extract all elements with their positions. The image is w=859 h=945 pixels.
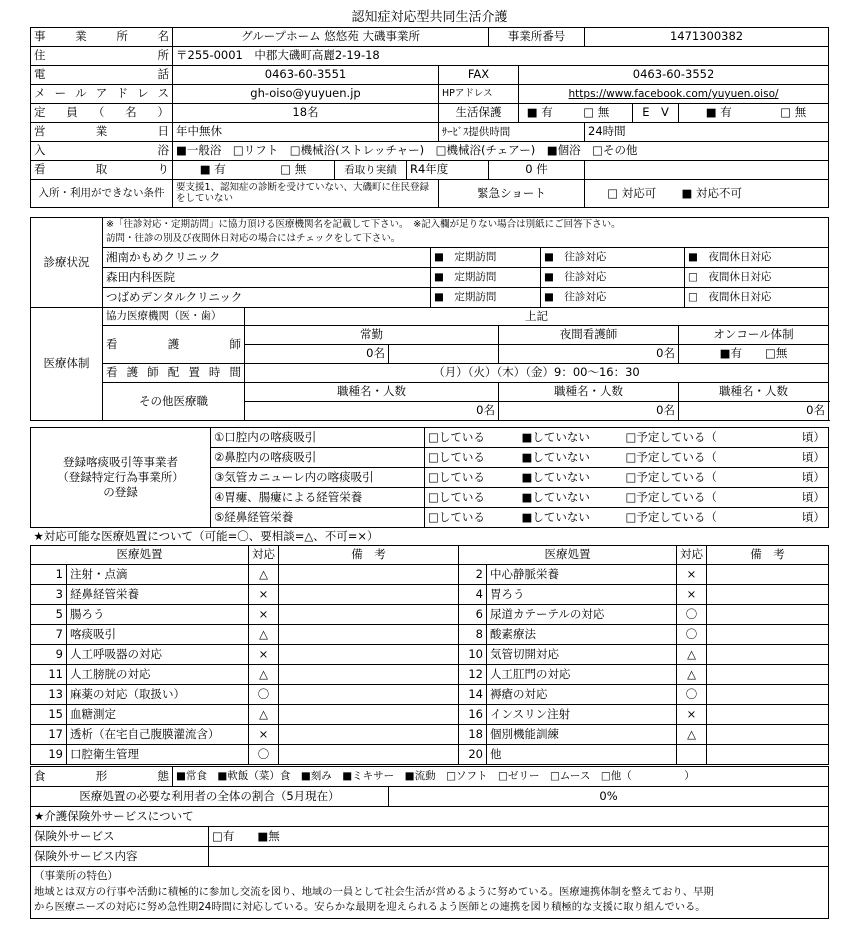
outside-content — [209, 847, 829, 867]
capacity: 18名 — [173, 104, 439, 123]
mitori-count: 0 件 — [489, 161, 585, 180]
col-taiou-left: 対応 — [249, 546, 279, 565]
ev-no: □ 無 — [759, 104, 829, 123]
proc-name: 人工呼吸器の対応 — [67, 645, 249, 665]
proc-mark — [677, 745, 707, 765]
proc-bikou — [279, 665, 459, 685]
proc-name: 個別機能訓練 — [487, 725, 677, 745]
hp-label: HPアドレス — [439, 85, 519, 104]
suction-not: ■していない — [519, 428, 623, 448]
welfare-yes: ■ 有 — [519, 104, 561, 123]
tel-label: 電 話 — [31, 66, 173, 85]
table-row — [31, 288, 829, 308]
proc-bikou — [279, 585, 459, 605]
mail-label: メールアドレス — [31, 85, 173, 104]
basic-info-table — [30, 27, 829, 208]
outside-service-label: 保険外サービス — [31, 827, 209, 847]
features-text-2: から医療ニーズの対応に努め急性期24時間に対応している。安らかな最期を迎えられるよう医師との連携を図り積極的な支援に取り組んでいる。 — [34, 901, 706, 914]
nurse-time: （月）（火）（木）（金）9：00～16：30 — [245, 364, 829, 383]
proc-name: 人工肛門の対応 — [487, 665, 677, 685]
suction-when: 頃） — [773, 468, 829, 488]
suction-table — [30, 427, 829, 528]
proc-mark: △ — [249, 705, 279, 725]
proc-no: 17 — [31, 725, 67, 745]
clinic-name: つばめデンタルクリニック — [103, 288, 431, 308]
suction-item: ④胃瘻、腸瘻による経管栄養 — [211, 488, 425, 508]
proc-name: 人工膀胱の対応 — [67, 665, 249, 685]
proc-name: 血糖測定 — [67, 705, 249, 725]
table-row — [31, 745, 829, 765]
suction-when: 頃） — [773, 508, 829, 528]
proc-bikou — [279, 565, 459, 585]
outside-heading: ★介護保険外サービスについて — [31, 807, 829, 827]
clinic-note1: ※「往診対応・定期訪問」に協力頂ける医療機関名を記載して下さい。 ※記入欄が足りない場合は別紙にご回答下さい。 — [103, 218, 829, 233]
service-time: 24時間 — [585, 123, 829, 142]
table-row — [31, 585, 829, 605]
meal-label: 食 形 態 — [31, 767, 173, 787]
proc-no: 15 — [31, 705, 67, 725]
yakan-nurse-label: 夜間看護師 — [499, 326, 679, 345]
oncall-no: □無 — [765, 346, 788, 361]
proc-bikou — [279, 645, 459, 665]
proc-mark: × — [249, 725, 279, 745]
proc-mark: △ — [677, 725, 707, 745]
business-day: 年中無休 — [173, 123, 439, 142]
mitori-year: R4年度 — [407, 161, 489, 180]
proc-name: 尿道カテーテルの対応 — [487, 605, 677, 625]
suction-plan: □予定している（ — [623, 468, 773, 488]
suction-not: ■していない — [519, 468, 623, 488]
mitori-label: 看 取 り — [31, 161, 173, 180]
proc-mark: × — [677, 585, 707, 605]
ratio-label: 医療処置の必要な利用者の全体の割合（5月現在） — [31, 787, 389, 807]
mitori-record-label: 看取り実績 — [335, 161, 407, 180]
table-row — [31, 268, 829, 288]
proc-no: 6 — [459, 605, 487, 625]
mail: gh-oiso@yuyuen.jp — [173, 85, 439, 104]
fax-label: FAX — [439, 66, 519, 85]
proc-bikou — [279, 705, 459, 725]
proc-mark: 〇 — [677, 605, 707, 625]
address: 〒255-0001 中郡大磯町高麗2-19-18 — [173, 47, 829, 66]
proc-bikou — [279, 605, 459, 625]
proc-no: 14 — [459, 685, 487, 705]
proc-mark: 〇 — [677, 685, 707, 705]
business-day-label: 営 業 日 — [31, 123, 173, 142]
suction-doing: □している — [425, 508, 519, 528]
clinic-note2: 訪問・往診の別及び夜間休日対応の場合にはチェックをして下さい。 — [103, 233, 829, 248]
suction-doing: □している — [425, 448, 519, 468]
proc-no: 11 — [31, 665, 67, 685]
clinic-oushin: ■ 往診対応 — [541, 288, 685, 308]
proc-no: 18 — [459, 725, 487, 745]
table-row — [31, 685, 829, 705]
procedures-heading: ★対応可能な医療処置について（可能=〇、要相談=△、不可=×） — [31, 528, 829, 546]
proc-no: 9 — [31, 645, 67, 665]
proc-bikou — [279, 725, 459, 745]
footer-table — [30, 766, 829, 919]
proc-name: 胃ろう — [487, 585, 677, 605]
table-row — [31, 645, 829, 665]
proc-mark: × — [677, 565, 707, 585]
proc-bikou — [707, 705, 829, 725]
outside-content-label: 保険外サービス内容 — [31, 847, 209, 867]
bath-options: ■一般浴 □リフト □機械浴(ストレッチャー) □機械浴(チェアー) ■個浴 □その他 — [173, 142, 829, 161]
suction-doing: □している — [425, 428, 519, 448]
table-row — [31, 705, 829, 725]
proc-no: 5 — [31, 605, 67, 625]
suction-item: ①口腔内の喀痰吸引 — [211, 428, 425, 448]
welfare-no: □ 無 — [561, 104, 633, 123]
proc-bikou — [707, 585, 829, 605]
suction-item: ②鼻腔内の喀痰吸引 — [211, 448, 425, 468]
proc-mark: × — [677, 705, 707, 725]
table-row — [31, 625, 829, 645]
coop-value: 上記 — [245, 308, 829, 326]
clinic-name: 湘南かもめクリニック — [103, 248, 431, 268]
table-row — [31, 725, 829, 745]
proc-no: 12 — [459, 665, 487, 685]
proc-bikou — [279, 685, 459, 705]
suction-item: ③気管カニューレ内の喀痰吸引 — [211, 468, 425, 488]
proc-mark: 〇 — [677, 625, 707, 645]
proc-no: 7 — [31, 625, 67, 645]
proc-no: 10 — [459, 645, 487, 665]
address-label: 住 所 — [31, 47, 173, 66]
meal-options: ■常食 ■軟飯（菜）食 ■刻み ■ミキサー ■流動 □ソフト □ゼリー □ムース □他（ ） — [173, 767, 829, 787]
table-row — [31, 565, 829, 585]
proc-no: 2 — [459, 565, 487, 585]
suction-not: ■していない — [519, 508, 623, 528]
proc-name: 麻薬の対応（取扱い） — [67, 685, 249, 705]
clinic-name: 森田内科医院 — [103, 268, 431, 288]
joukin-value: 0名 — [245, 345, 389, 364]
suction-doing: □している — [425, 488, 519, 508]
other-value-2: 0名 — [499, 402, 679, 421]
proc-mark: △ — [249, 665, 279, 685]
other-header-3: 職種名・人数 — [679, 383, 829, 402]
proc-bikou — [707, 745, 829, 765]
page-title: 認知症対応型共同生活介護 — [351, 10, 508, 25]
restriction-label: 入所・利用ができない条件 — [31, 180, 173, 208]
col-taiou-right: 対応 — [677, 546, 707, 565]
nurse-label: 看 護 師 — [103, 326, 245, 364]
features-label: （事業所の特色） — [34, 870, 118, 882]
proc-no: 8 — [459, 625, 487, 645]
proc-bikou — [279, 745, 459, 765]
proc-no: 1 — [31, 565, 67, 585]
table-row — [31, 248, 829, 268]
col-bikou-right: 備 考 — [707, 546, 829, 565]
office-name: グループホーム 悠悠苑 大磯事業所 — [173, 28, 489, 47]
short-label: 緊急ショート — [439, 180, 585, 208]
outside-service-no: ■無 — [257, 828, 280, 843]
clinic-teiki: ■ 定期訪問 — [431, 268, 541, 288]
table-row — [31, 428, 829, 448]
other-value-3: 0名 — [679, 402, 829, 421]
mitori-no: □ 無 — [253, 161, 335, 180]
suction-label-3: の登録 — [103, 484, 138, 499]
proc-bikou — [279, 625, 459, 645]
proc-name: 他 — [487, 745, 677, 765]
table-row — [31, 665, 829, 685]
mitori-yes: ■ 有 — [173, 161, 253, 180]
oncall-label: オンコール体制 — [679, 326, 829, 345]
proc-no: 13 — [31, 685, 67, 705]
other-label: その他医療職 — [103, 383, 245, 421]
ev-yes: ■ 有 — [679, 104, 759, 123]
capacity-label: 定 員 （ 名 ） — [31, 104, 173, 123]
joukin-label: 常勤 — [245, 326, 499, 345]
clinic-teiki: ■ 定期訪問 — [431, 248, 541, 268]
ratio-value: 0% — [389, 787, 829, 807]
col-bikou-left: 備 考 — [279, 546, 459, 565]
suction-when: 頃） — [773, 488, 829, 508]
office-no: 1471300382 — [585, 28, 829, 47]
tel: 0463-60-3551 — [173, 66, 439, 85]
office-no-label: 事業所番号 — [489, 28, 585, 47]
office-name-label: 事 業 所 名 — [31, 28, 173, 47]
proc-mark: × — [249, 645, 279, 665]
suction-when: 頃） — [773, 448, 829, 468]
col-proc-left: 医療処置 — [31, 546, 249, 565]
proc-bikou — [707, 725, 829, 745]
proc-name: 透析（在宅自己腹膜灌流含） — [67, 725, 249, 745]
proc-mark: × — [249, 605, 279, 625]
clinic-table — [30, 217, 829, 308]
proc-name: 経鼻経管栄養 — [67, 585, 249, 605]
proc-bikou — [707, 665, 829, 685]
coop-label: 協力医療機関（医・歯） — [103, 308, 245, 326]
proc-name: 気管切開対応 — [487, 645, 677, 665]
proc-no: 4 — [459, 585, 487, 605]
hp-link[interactable]: https://www.facebook.com/yuyuen.oiso/ — [568, 87, 779, 100]
proc-name: 腸ろう — [67, 605, 249, 625]
proc-no: 19 — [31, 745, 67, 765]
proc-no: 16 — [459, 705, 487, 725]
bath-label: 入 浴 — [31, 142, 173, 161]
proc-name: インスリン注射 — [487, 705, 677, 725]
clinic-oushin: ■ 往診対応 — [541, 248, 685, 268]
suction-plan: □予定している（ — [623, 448, 773, 468]
proc-no: 3 — [31, 585, 67, 605]
short-ng: ■ 対応不可 — [679, 180, 829, 208]
short-ok: □ 対応可 — [585, 180, 679, 208]
proc-mark: 〇 — [249, 685, 279, 705]
clinic-yakan: □ 夜間休日対応 — [685, 288, 829, 308]
suction-plan: □予定している（ — [623, 488, 773, 508]
medical-table — [30, 307, 829, 421]
proc-mark: △ — [249, 625, 279, 645]
clinic-label: 診療状況 — [31, 218, 103, 308]
suction-label-1: 登録喀痰吸引等事業者 — [63, 455, 178, 470]
proc-mark: 〇 — [249, 745, 279, 765]
proc-name: 注射・点滴 — [67, 565, 249, 585]
proc-name: 口腔衛生管理 — [67, 745, 249, 765]
service-time-label: ｻｰﾋﾞｽ提供時間 — [439, 123, 585, 142]
clinic-yakan: □ 夜間休日対応 — [685, 268, 829, 288]
proc-bikou — [707, 685, 829, 705]
suction-plan: □予定している（ — [623, 508, 773, 528]
proc-mark: △ — [677, 665, 707, 685]
suction-not: ■していない — [519, 448, 623, 468]
suction-item: ⑤経鼻経管栄養 — [211, 508, 425, 528]
restriction: 要支援1、認知症の診断を受けていない、大磯町に住民登録をしていない — [173, 180, 439, 208]
clinic-yakan: ■ 夜間休日対応 — [685, 248, 829, 268]
suction-when: 頃） — [773, 428, 829, 448]
proc-no: 20 — [459, 745, 487, 765]
proc-mark: △ — [249, 565, 279, 585]
medical-label: 医療体制 — [31, 308, 103, 421]
oncall-yes: ■有 — [719, 346, 742, 361]
proc-name: 酸素療法 — [487, 625, 677, 645]
features-text-1: 地域とは双方の行事や活動に積極的に参加し交流を図り、地域の一員として社会生活が営めるように努めている。医療連携体制を整えており、早期 — [34, 885, 714, 898]
procedures-table — [30, 527, 829, 765]
clinic-oushin: ■ 往診対応 — [541, 268, 685, 288]
suction-doing: □している — [425, 468, 519, 488]
proc-bikou — [707, 625, 829, 645]
proc-name: 喀痰吸引 — [67, 625, 249, 645]
suction-label-2: （登録特定行為事業所） — [57, 470, 184, 485]
yakan-nurse-value: 0名 — [499, 345, 679, 364]
proc-mark: △ — [677, 645, 707, 665]
suction-plan: □予定している（ — [623, 428, 773, 448]
other-header-1: 職種名・人数 — [245, 383, 499, 402]
proc-name: 中心静脈栄養 — [487, 565, 677, 585]
welfare-label: 生活保護 — [439, 104, 519, 123]
proc-name: 褥瘡の対応 — [487, 685, 677, 705]
other-header-2: 職種名・人数 — [499, 383, 679, 402]
outside-service-yes: □有 — [212, 828, 235, 843]
other-value-1: 0名 — [245, 402, 499, 421]
col-proc-right: 医療処置 — [459, 546, 677, 565]
fax: 0463-60-3552 — [519, 66, 829, 85]
proc-mark: × — [249, 585, 279, 605]
table-row — [31, 605, 829, 625]
nurse-time-label: 看護師配置時間 — [103, 364, 245, 383]
clinic-teiki: ■ 定期訪問 — [431, 288, 541, 308]
proc-bikou — [707, 645, 829, 665]
suction-not: ■していない — [519, 488, 623, 508]
ev-label: E V — [633, 104, 679, 123]
proc-bikou — [707, 605, 829, 625]
proc-bikou — [707, 565, 829, 585]
